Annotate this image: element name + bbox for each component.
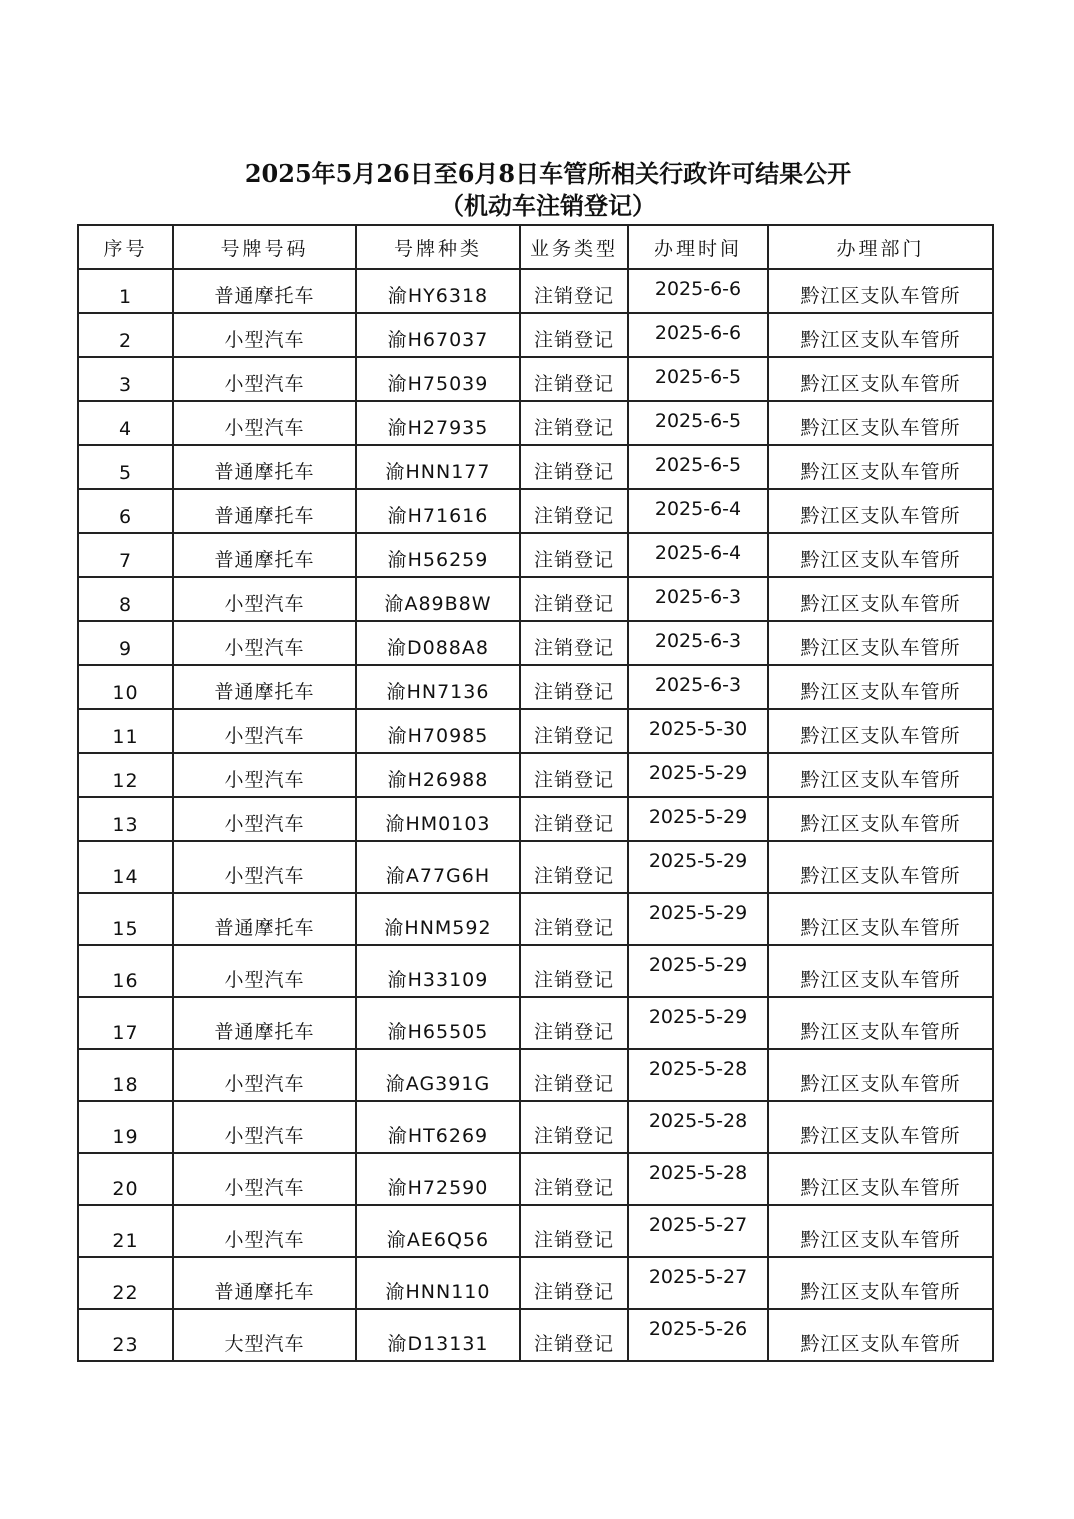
table-row [78,269,993,313]
cell-plate-type: 渝H33109 [356,945,520,997]
cell-department: 黔江区支队车管所 [768,1101,993,1153]
cell-department: 黔江区支队车管所 [768,797,993,841]
table-row [78,1153,993,1205]
cell-process-date: 2025-5-29 [628,997,768,1049]
cell-plate-type: 渝HN7136 [356,665,520,709]
table-row [78,357,993,401]
cell-business-type: 注销登记 [520,313,628,357]
header-plate-type: 号牌种类 [356,225,520,269]
cell-process-date: 2025-5-28 [628,1049,768,1101]
table-row [78,709,993,753]
cell-serial: 4 [78,401,173,445]
cell-business-type: 注销登记 [520,893,628,945]
cell-department: 黔江区支队车管所 [768,533,993,577]
cell-process-date: 2025-6-5 [628,401,768,445]
cell-serial: 14 [78,841,173,893]
cell-plate-type: 渝HY6318 [356,269,520,313]
cell-plate-type: 渝H67037 [356,313,520,357]
cell-process-date: 2025-6-6 [628,269,768,313]
cell-plate-number: 小型汽车 [173,841,356,893]
table-row [78,665,993,709]
cell-process-date: 2025-6-4 [628,533,768,577]
cell-plate-type: 渝HNM592 [356,893,520,945]
cell-department: 黔江区支队车管所 [768,489,993,533]
cell-process-date: 2025-5-29 [628,753,768,797]
cell-plate-number: 小型汽车 [173,709,356,753]
cell-serial: 9 [78,621,173,665]
table-header-row [78,225,993,269]
table-row [78,577,993,621]
cell-department: 黔江区支队车管所 [768,1153,993,1205]
cell-process-date: 2025-6-5 [628,357,768,401]
cell-business-type: 注销登记 [520,401,628,445]
cell-process-date: 2025-5-30 [628,709,768,753]
cell-department: 黔江区支队车管所 [768,1257,993,1309]
cell-plate-type: 渝H72590 [356,1153,520,1205]
table-row [78,621,993,665]
cell-serial: 5 [78,445,173,489]
cell-serial: 21 [78,1205,173,1257]
cell-serial: 23 [78,1309,173,1361]
cell-department: 黔江区支队车管所 [768,1049,993,1101]
deregistration-table [77,224,994,1362]
cell-serial: 1 [78,269,173,313]
cell-serial: 12 [78,753,173,797]
cell-plate-type: 渝H71616 [356,489,520,533]
cell-plate-number: 小型汽车 [173,753,356,797]
cell-plate-type: 渝HNN177 [356,445,520,489]
cell-plate-type: 渝HNN110 [356,1257,520,1309]
cell-business-type: 注销登记 [520,665,628,709]
cell-process-date: 2025-6-3 [628,665,768,709]
cell-plate-number: 小型汽车 [173,357,356,401]
cell-business-type: 注销登记 [520,489,628,533]
cell-plate-type: 渝H27935 [356,401,520,445]
table-row [78,1049,993,1101]
cell-business-type: 注销登记 [520,1205,628,1257]
cell-plate-number: 小型汽车 [173,1153,356,1205]
cell-serial: 19 [78,1101,173,1153]
table-row [78,1309,993,1361]
cell-process-date: 2025-6-5 [628,445,768,489]
cell-plate-number: 普通摩托车 [173,445,356,489]
cell-process-date: 2025-5-29 [628,893,768,945]
cell-serial: 16 [78,945,173,997]
cell-process-date: 2025-6-4 [628,489,768,533]
cell-plate-type: 渝H26988 [356,753,520,797]
cell-plate-number: 小型汽车 [173,1205,356,1257]
table-row [78,445,993,489]
cell-department: 黔江区支队车管所 [768,269,993,313]
cell-department: 黔江区支队车管所 [768,709,993,753]
cell-serial: 7 [78,533,173,577]
cell-plate-number: 普通摩托车 [173,489,356,533]
cell-plate-type: 渝H65505 [356,997,520,1049]
cell-business-type: 注销登记 [520,1309,628,1361]
cell-department: 黔江区支队车管所 [768,313,993,357]
cell-business-type: 注销登记 [520,621,628,665]
document-title [0,158,1074,222]
cell-business-type: 注销登记 [520,1101,628,1153]
cell-plate-type: 渝D13131 [356,1309,520,1361]
title-subtitle: （机动车注销登记） [440,191,656,220]
cell-serial: 17 [78,997,173,1049]
cell-plate-type: 渝H75039 [356,357,520,401]
cell-process-date: 2025-5-27 [628,1205,768,1257]
table-row [78,797,993,841]
cell-business-type: 注销登记 [520,1257,628,1309]
cell-business-type: 注销登记 [520,269,628,313]
cell-plate-number: 普通摩托车 [173,1257,356,1309]
cell-serial: 2 [78,313,173,357]
table-row [78,401,993,445]
table-row [78,1257,993,1309]
cell-department: 黔江区支队车管所 [768,893,993,945]
cell-business-type: 注销登记 [520,841,628,893]
cell-department: 黔江区支队车管所 [768,1205,993,1257]
cell-business-type: 注销登记 [520,533,628,577]
cell-plate-type: 渝HM0103 [356,797,520,841]
table-row [78,753,993,797]
cell-serial: 6 [78,489,173,533]
cell-process-date: 2025-6-3 [628,621,768,665]
cell-department: 黔江区支队车管所 [768,753,993,797]
cell-plate-number: 小型汽车 [173,1101,356,1153]
cell-plate-number: 小型汽车 [173,401,356,445]
cell-department: 黔江区支队车管所 [768,401,993,445]
cell-plate-number: 普通摩托车 [173,533,356,577]
cell-business-type: 注销登记 [520,445,628,489]
table-row [78,893,993,945]
cell-process-date: 2025-5-28 [628,1101,768,1153]
cell-serial: 20 [78,1153,173,1205]
cell-plate-type: 渝AG391G [356,1049,520,1101]
cell-plate-number: 小型汽车 [173,313,356,357]
cell-business-type: 注销登记 [520,797,628,841]
cell-business-type: 注销登记 [520,753,628,797]
cell-plate-number: 小型汽车 [173,621,356,665]
cell-plate-type: 渝AE6Q56 [356,1205,520,1257]
cell-department: 黔江区支队车管所 [768,665,993,709]
cell-plate-number: 大型汽车 [173,1309,356,1361]
cell-department: 黔江区支队车管所 [768,445,993,489]
cell-process-date: 2025-6-6 [628,313,768,357]
cell-serial: 13 [78,797,173,841]
cell-serial: 3 [78,357,173,401]
cell-plate-type: 渝A89B8W [356,577,520,621]
cell-plate-number: 普通摩托车 [173,269,356,313]
title-main: 2025年5月26日至6月8日车管所相关行政许可结果公开 [244,159,852,188]
cell-business-type: 注销登记 [520,1153,628,1205]
cell-business-type: 注销登记 [520,945,628,997]
cell-process-date: 2025-6-3 [628,577,768,621]
cell-serial: 15 [78,893,173,945]
table-row [78,489,993,533]
table-row [78,841,993,893]
cell-plate-type: 渝D088A8 [356,621,520,665]
cell-business-type: 注销登记 [520,997,628,1049]
cell-plate-number: 小型汽车 [173,1049,356,1101]
cell-plate-type: 渝H56259 [356,533,520,577]
header-process-date: 办理时间 [628,225,768,269]
header-plate-number: 号牌号码 [173,225,356,269]
cell-serial: 11 [78,709,173,753]
table-row [78,533,993,577]
cell-department: 黔江区支队车管所 [768,357,993,401]
cell-business-type: 注销登记 [520,709,628,753]
table-row [78,997,993,1049]
cell-plate-number: 小型汽车 [173,577,356,621]
cell-serial: 18 [78,1049,173,1101]
header-serial: 序号 [78,225,173,269]
cell-business-type: 注销登记 [520,1049,628,1101]
table-body [78,269,993,1361]
table-row [78,1101,993,1153]
table-row [78,313,993,357]
cell-serial: 22 [78,1257,173,1309]
cell-plate-type: 渝A77G6H [356,841,520,893]
cell-department: 黔江区支队车管所 [768,945,993,997]
cell-department: 黔江区支队车管所 [768,1309,993,1361]
cell-plate-type: 渝HT6269 [356,1101,520,1153]
cell-plate-number: 普通摩托车 [173,665,356,709]
cell-business-type: 注销登记 [520,577,628,621]
cell-process-date: 2025-5-28 [628,1153,768,1205]
table-row [78,945,993,997]
cell-plate-number: 小型汽车 [173,797,356,841]
header-department: 办理部门 [768,225,993,269]
cell-process-date: 2025-5-29 [628,841,768,893]
cell-department: 黔江区支队车管所 [768,577,993,621]
cell-department: 黔江区支队车管所 [768,997,993,1049]
cell-process-date: 2025-5-29 [628,945,768,997]
header-business-type: 业务类型 [520,225,628,269]
cell-plate-number: 普通摩托车 [173,997,356,1049]
table-row [78,1205,993,1257]
cell-process-date: 2025-5-27 [628,1257,768,1309]
cell-serial: 8 [78,577,173,621]
cell-department: 黔江区支队车管所 [768,841,993,893]
cell-process-date: 2025-5-26 [628,1309,768,1361]
cell-plate-number: 普通摩托车 [173,893,356,945]
cell-department: 黔江区支队车管所 [768,621,993,665]
cell-business-type: 注销登记 [520,357,628,401]
cell-plate-number: 小型汽车 [173,945,356,997]
cell-process-date: 2025-5-29 [628,797,768,841]
cell-serial: 10 [78,665,173,709]
cell-plate-type: 渝H70985 [356,709,520,753]
